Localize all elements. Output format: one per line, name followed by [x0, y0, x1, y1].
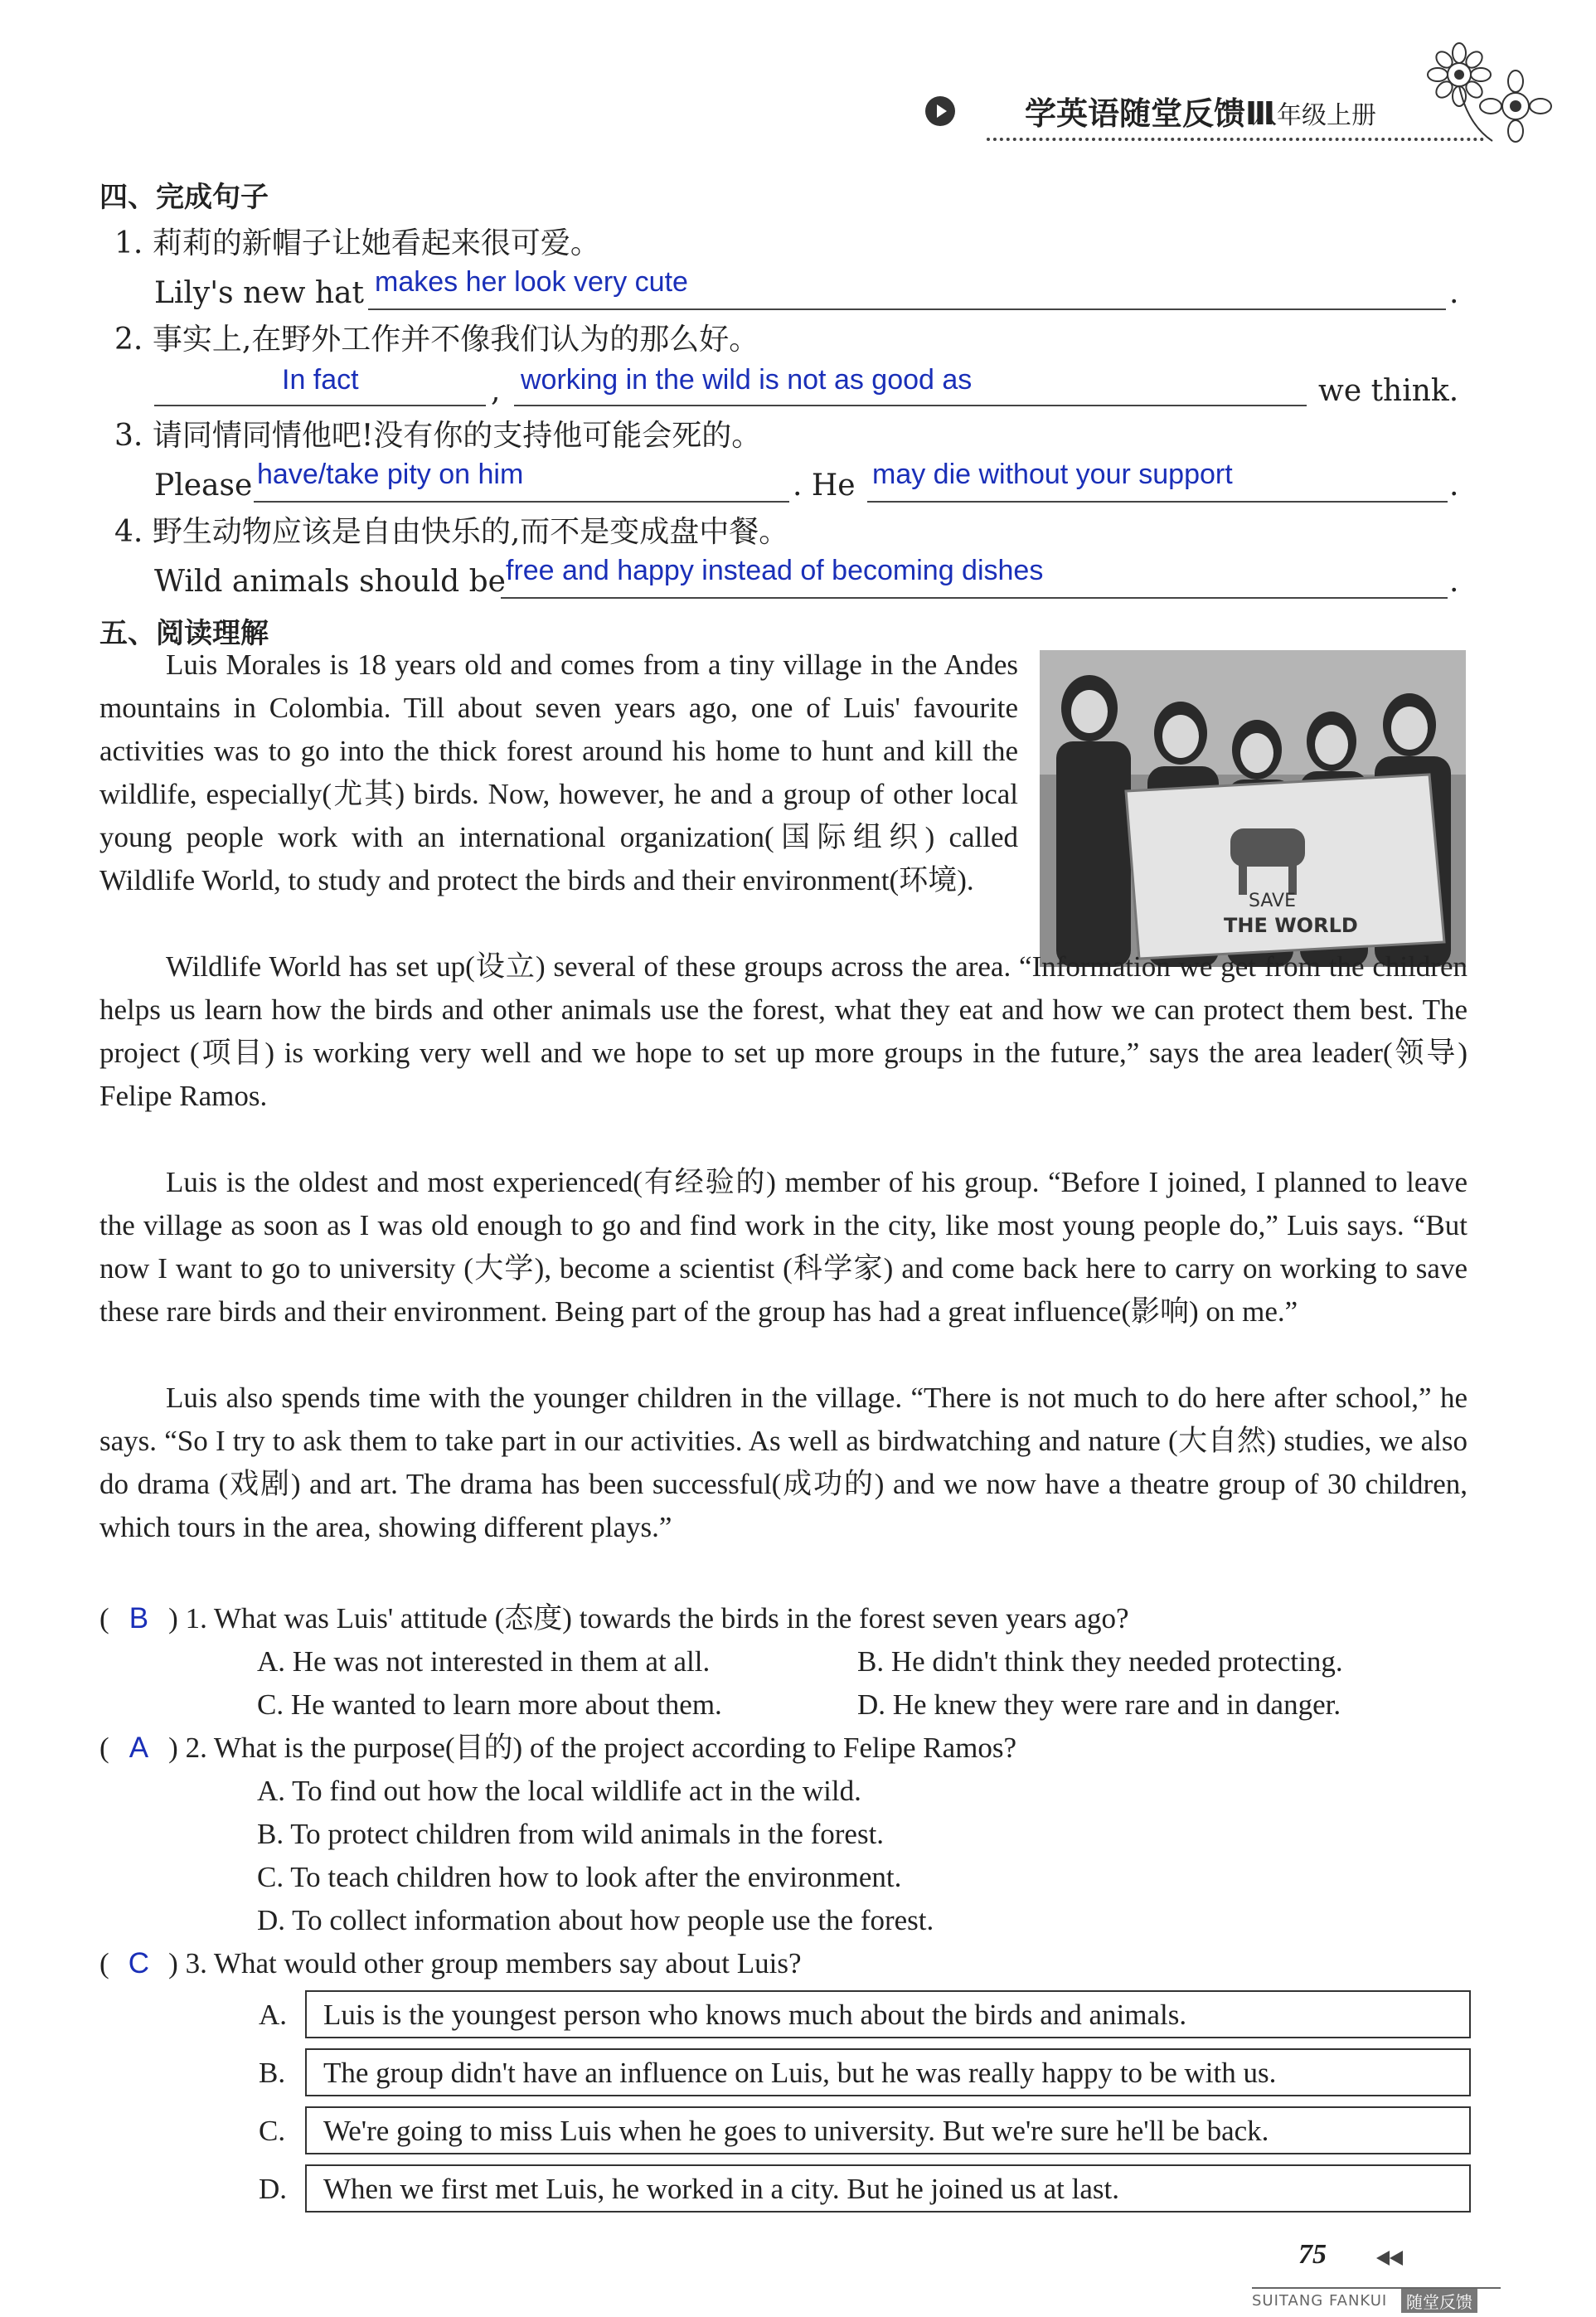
item-number: 3. — [114, 419, 143, 453]
section5-title: 五、阅读理解 — [99, 617, 269, 650]
paragraph-text: Luis also spends time with the younger children in the village. “There is not much to do here after school,” he says. “So I try to ask them to take part in our activities. As well as birdwatching and nature (大自然) studies, we also do drama (戏剧) and art. The drama has been successful(成功的) and we now have a theatre group of 30 children, which tours in the area, showing different plays.” — [99, 1382, 1467, 1543]
paragraph-1 — [99, 644, 1018, 902]
q3-option-c-letter: C. — [259, 2115, 286, 2147]
q2-option-a[interactable]: A. To find out how the local wildlife act in the wild. — [257, 1775, 861, 1807]
answer-bracket-open: ( — [99, 1732, 109, 1764]
play-icon — [925, 96, 955, 126]
item3-end: . — [1449, 469, 1459, 503]
answer-mark[interactable]: B — [129, 1602, 149, 1635]
item3-answer-b: may die without your support — [872, 459, 1233, 490]
header-subtitle: 八年级上册 — [1252, 101, 1376, 130]
q1-option-a[interactable]: A. He was not interested in them at all. — [257, 1645, 711, 1678]
item3-prefix: Please — [154, 469, 253, 503]
question-stem: 1. What was Luis' attitude (态度) towards the birds in the forest seven years ago? — [185, 1602, 1129, 1635]
chinese-prompt: 野生动物应该是自由快乐的,而不是变成盘中餐。 — [152, 515, 789, 549]
item4-answer: free and happy instead of becoming dishes — [506, 555, 1044, 586]
q3-option-a-letter: A. — [259, 1999, 288, 2031]
chinese-prompt: 事实上,在野外工作并不像我们认为的那么好。 — [152, 323, 759, 357]
question-1 — [99, 1597, 1129, 1640]
item3-blank-a[interactable] — [254, 501, 789, 503]
item-number: 2. — [114, 323, 143, 357]
paragraph-3 — [99, 1161, 1467, 1333]
answer-bracket-close: ) — [168, 1732, 178, 1764]
sign-text-world: THE WORLD — [1224, 914, 1358, 937]
item3-mid: . He — [793, 469, 856, 503]
item2-blank-a[interactable] — [154, 405, 486, 406]
question-3 — [99, 1942, 802, 1985]
double-arrow-left-icon — [1376, 2251, 1404, 2269]
item2-blank-b[interactable] — [514, 405, 1307, 406]
paragraph-text: Luis is the oldest and most experienced(有经验的) member of his group. “Before I joined, I planned to leave the village as soon as I was old enough to go and find work in the city, like most young people do,” Luis says. “But now I want to go to university (大学), become a scientist (科学家) and come back here to carry on working to save these rare birds and their environment. Being part of the group has had a great influence(影响) on me.” — [99, 1166, 1467, 1328]
chinese-prompt: 请同情同情他吧!没有你的支持他可能会死的。 — [152, 419, 762, 453]
item4-blank[interactable] — [501, 597, 1448, 599]
item1-end: . — [1449, 276, 1459, 310]
question-stem: 2. What is the purpose(目的) of the project according to Felipe Ramos? — [185, 1732, 1016, 1764]
footer-brand-cn: 随堂反馈 — [1401, 2289, 1477, 2313]
item2-answer-a: In fact — [282, 364, 359, 396]
sign-text-save: SAVE — [1249, 891, 1296, 911]
header-title: 学英语随堂反馈Ⅲ — [1025, 95, 1275, 132]
q3-option-a[interactable]: Luis is the youngest person who knows much about the birds and animals. — [305, 1990, 1471, 2038]
item1-chinese — [114, 222, 600, 265]
question-2 — [99, 1727, 1016, 1770]
item2-sep: , — [491, 374, 501, 408]
item-number: 4. — [114, 515, 143, 549]
item4-prefix: Wild animals should be — [154, 565, 506, 599]
item3-answer-a: have/take pity on him — [257, 459, 524, 490]
paragraph-4 — [99, 1377, 1467, 1549]
q3-option-c[interactable]: We're going to miss Luis when he goes to university. But we're sure he'll be back. — [305, 2106, 1471, 2154]
item4-chinese — [114, 511, 788, 554]
sunflower-decoration-icon — [1409, 33, 1559, 149]
answer-mark[interactable]: A — [129, 1732, 149, 1764]
q3-option-b-letter: B. — [259, 2057, 286, 2089]
q1-option-b[interactable]: B. He didn't think they needed protecting. — [857, 1645, 1343, 1678]
item1-blank[interactable] — [368, 308, 1446, 310]
item1-answer: makes her look very cute — [375, 266, 688, 298]
q1-option-d[interactable]: D. He knew they were rare and in danger. — [857, 1688, 1341, 1721]
item3-blank-b[interactable] — [867, 501, 1448, 503]
q3-option-b[interactable]: The group didn't have an influence on Luis, but he was really happy to be with us. — [305, 2048, 1471, 2096]
answer-bracket-open: ( — [99, 1947, 109, 1979]
item4-end: . — [1449, 565, 1459, 599]
q3-option-d-letter: D. — [259, 2173, 288, 2205]
footer-brand-pinyin: SUITANG FANKUI — [1252, 2292, 1388, 2310]
q3-option-d[interactable]: When we first met Luis, he worked in a city. But he joined us at last. — [305, 2164, 1471, 2213]
item1-prefix: Lily's new hat — [154, 276, 364, 310]
page-number: 75 — [1298, 2239, 1327, 2270]
question-stem: 3. What would other group members say about Luis? — [185, 1947, 802, 1979]
item3-chinese — [114, 415, 761, 458]
q2-option-c[interactable]: C. To teach children how to look after the environment. — [257, 1861, 902, 1893]
item2-answer-b: working in the wild is not as good as — [521, 364, 973, 396]
paragraph-text: Wildlife World has set up(设立) several of these groups across the area. “Information we get from the children helps us learn how the birds and other animals use the forest, what they eat and how we can protect them best. The project (项目) is working very well and we hope to set up more groups in the future,” says the area leader(领导) Felipe Ramos. — [99, 950, 1467, 1112]
item2-suffix: we think. — [1318, 374, 1459, 408]
chinese-prompt: 莉莉的新帽子让她看起来很可爱。 — [152, 226, 600, 260]
q2-option-b[interactable]: B. To protect children from wild animals in the forest. — [257, 1818, 885, 1850]
answer-mark[interactable]: C — [128, 1947, 150, 1979]
item2-chinese — [114, 318, 759, 362]
section4-title: 四、完成句子 — [99, 181, 269, 214]
paragraph-2 — [99, 945, 1467, 1118]
q1-option-c[interactable]: C. He wanted to learn more about them. — [257, 1688, 722, 1721]
answer-bracket-open: ( — [99, 1602, 109, 1635]
answer-bracket-close: ) — [168, 1947, 178, 1979]
article-photo — [1040, 650, 1466, 967]
paragraph-text: Luis Morales is 18 years old and comes from a tiny village in the Andes mountains in Colombia. Till about seven years ago, one of Luis' favourite activities was to go into the thick forest around his home to hunt and kill the wildlife, especially(尤其) birds. Now, however, he and a group of other local young people work with an international organization(国际组织) called Wildlife World, to study and protect the birds and their environment(环境). — [99, 648, 1018, 896]
answer-bracket-close: ) — [168, 1602, 178, 1635]
item-number: 1. — [114, 226, 143, 260]
q2-option-d[interactable]: D. To collect information about how people use the forest. — [257, 1904, 934, 1936]
